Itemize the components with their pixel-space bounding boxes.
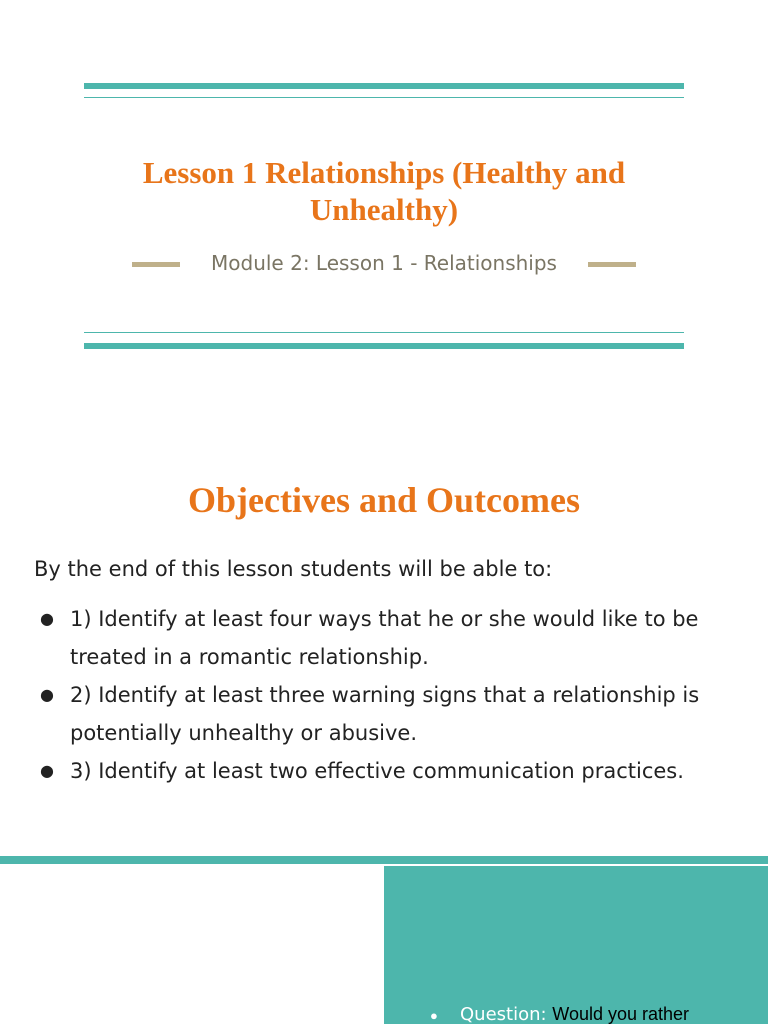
- objective-item: [34, 752, 744, 790]
- objective-text: 2) Identify at least three warning signs that a relationship is potentially unhealthy or abusive.: [70, 683, 700, 745]
- top-thin-rule: [84, 97, 684, 98]
- bullet-icon: ●: [430, 1008, 438, 1023]
- teal-top-bar: [0, 856, 768, 864]
- objectives-slide: [0, 430, 768, 856]
- bottom-thin-rule: [84, 332, 684, 333]
- objectives-list: [34, 600, 744, 790]
- lesson-title: Lesson 1 Relationships (Healthy and Unhealthy): [142, 155, 626, 227]
- question-text: Would you rather: [552, 1004, 690, 1024]
- objective-item: [34, 600, 744, 676]
- question-label: Question:: [460, 1004, 553, 1024]
- objectives-title: Objectives and Outcomes: [188, 480, 580, 520]
- question-item: [430, 1000, 760, 1024]
- right-dash-ornament: [588, 262, 636, 267]
- bottom-thick-rule: [84, 343, 684, 349]
- lesson-subtitle: Module 2: Lesson 1 - Relationships: [211, 251, 557, 275]
- question-slide: [0, 856, 768, 1024]
- subtitle-row: [84, 248, 684, 278]
- objective-text: 3) Identify at least two effective communication practices.: [70, 759, 684, 783]
- objective-text: 1) Identify at least four ways that he or she would like to be treated in a romantic relationship.: [70, 607, 699, 669]
- objective-item: [34, 676, 744, 752]
- bullet-icon: ●: [40, 685, 54, 704]
- objectives-intro: By the end of this lesson students will be able to:: [34, 557, 553, 581]
- top-thick-rule: [84, 83, 684, 89]
- bullet-icon: ●: [40, 609, 54, 628]
- bullet-icon: ●: [40, 761, 54, 780]
- title-slide: [0, 0, 768, 430]
